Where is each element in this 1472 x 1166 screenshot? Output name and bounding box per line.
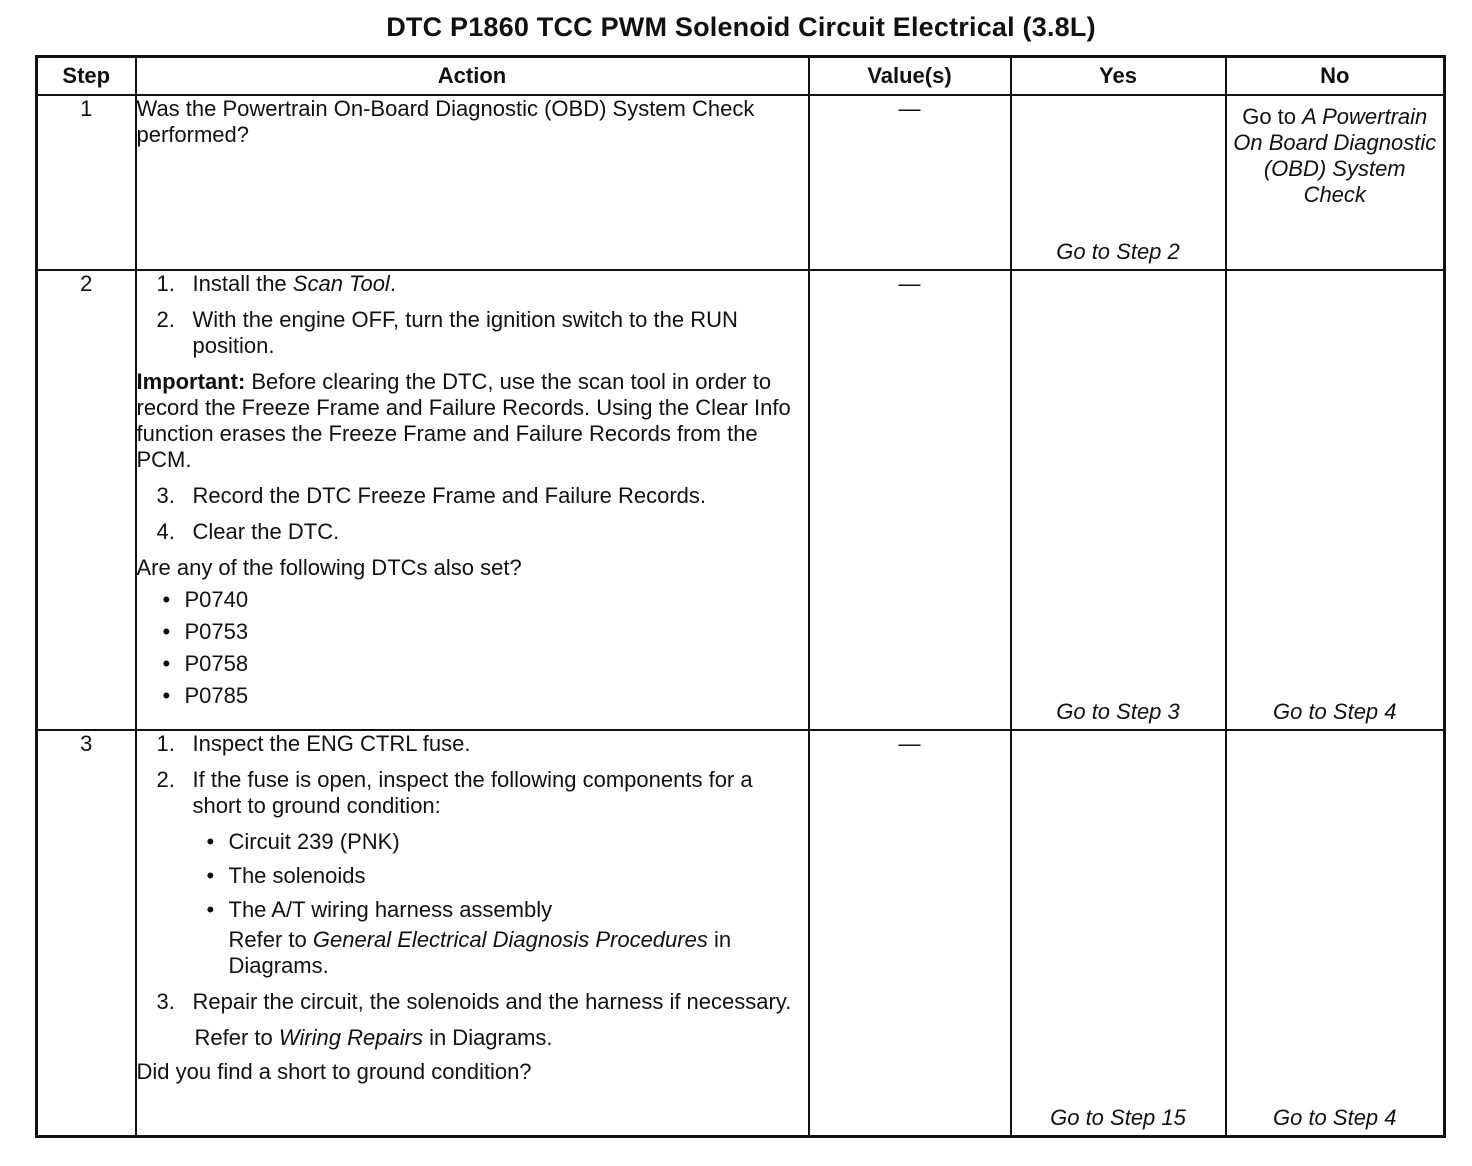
action-item-1: 1. Inspect the ENG CTRL fuse. bbox=[156, 731, 471, 756]
action-cell bbox=[136, 730, 809, 1136]
value-cell: — bbox=[809, 270, 1011, 730]
header-values: Value(s) bbox=[809, 57, 1011, 96]
component-list-item: • The solenoids bbox=[206, 863, 366, 888]
value-cell: — bbox=[809, 95, 1011, 270]
no-goto-link[interactable]: Go to Step 4 bbox=[1272, 1104, 1397, 1130]
step-number: 1 bbox=[37, 95, 136, 270]
reference-note: Refer to Wiring Repairs in Diagrams. bbox=[194, 1025, 553, 1050]
table-row-step-3 bbox=[37, 730, 1445, 1136]
table-header-row bbox=[37, 57, 1445, 96]
yes-goto-link[interactable]: Go to Step 2 bbox=[1056, 239, 1180, 264]
table-row-step-2 bbox=[37, 270, 1445, 730]
component-list-item: • The A/T wiring harness assembly bbox=[206, 897, 553, 922]
action-item-1: 1. Install the Scan Tool. bbox=[156, 271, 396, 296]
no-goto-target: A Powertrain On Board Diagnostic (OBD) System Check bbox=[1233, 104, 1437, 207]
action-item-3: 3. Record the DTC Freeze Frame and Failure Records. bbox=[156, 483, 707, 508]
reference-note: Refer to General Electrical Diagnosis Procedures in Diagrams. bbox=[228, 927, 732, 978]
action-cell bbox=[136, 270, 809, 730]
action-question: Are any of the following DTCs also set? bbox=[136, 555, 522, 580]
yes-cell bbox=[1011, 270, 1226, 730]
important-label: Important: bbox=[136, 369, 246, 394]
dtc-list-item: • P0758 bbox=[162, 651, 249, 676]
wiring-repairs-link[interactable]: Wiring Repairs bbox=[278, 1025, 423, 1050]
action-item-2: 2. If the fuse is open, inspect the following components for a short to ground condition: bbox=[156, 767, 753, 818]
action-cell bbox=[136, 95, 809, 270]
table-row-step-1 bbox=[37, 95, 1445, 270]
yes-goto-link[interactable]: Go to Step 3 bbox=[1056, 699, 1180, 724]
general-electrical-diagnosis-link[interactable]: General Electrical Diagnosis Procedures bbox=[312, 927, 708, 952]
header-step: Step bbox=[37, 57, 136, 96]
header-yes: Yes bbox=[1011, 57, 1226, 96]
no-cell bbox=[1226, 270, 1445, 730]
yes-cell bbox=[1011, 95, 1226, 270]
action-question: Was the Powertrain On-Board Diagnostic (OBD) System Check performed? bbox=[136, 96, 755, 147]
header-action: Action bbox=[136, 57, 809, 96]
diagnostic-table bbox=[35, 55, 1446, 1138]
dtc-list-item: • P0785 bbox=[162, 683, 249, 708]
action-item-3: 3. Repair the circuit, the solenoids and the harness if necessary. bbox=[156, 989, 792, 1014]
no-goto-link[interactable] bbox=[1227, 96, 1444, 208]
component-list-item: • Circuit 239 (PNK) bbox=[206, 829, 400, 854]
header-no: No bbox=[1226, 57, 1445, 96]
important-text: Before clearing the DTC, use the scan tool in order to record the Freeze Frame and Failure Records. Using the Clear Info function erases the Freeze Frame and Failure Records from the PCM. bbox=[136, 369, 791, 472]
no-cell bbox=[1226, 95, 1445, 270]
action-question: Did you find a short to ground condition? bbox=[136, 1059, 532, 1084]
action-item-4: 4. Clear the DTC. bbox=[156, 519, 340, 544]
yes-cell bbox=[1011, 730, 1226, 1136]
no-cell bbox=[1226, 730, 1445, 1136]
value-cell: — bbox=[809, 730, 1011, 1136]
dtc-list-item: • P0740 bbox=[162, 587, 249, 612]
yes-goto-link[interactable]: Go to Step 15 bbox=[1050, 1104, 1186, 1130]
step-number: 2 bbox=[37, 270, 136, 730]
action-item-2: 2. With the engine OFF, turn the ignition switch to the RUN position. bbox=[156, 307, 738, 358]
no-goto-link[interactable]: Go to Step 4 bbox=[1272, 699, 1397, 724]
important-note bbox=[137, 369, 808, 473]
step-number: 3 bbox=[37, 730, 136, 1136]
dtc-list-item: • P0753 bbox=[162, 619, 249, 644]
no-goto-prefix: Go to bbox=[1242, 104, 1303, 129]
scan-tool-link[interactable]: Scan Tool bbox=[292, 271, 390, 296]
page-title: DTC P1860 TCC PWM Solenoid Circuit Electrical (3.8L) bbox=[386, 12, 1096, 42]
